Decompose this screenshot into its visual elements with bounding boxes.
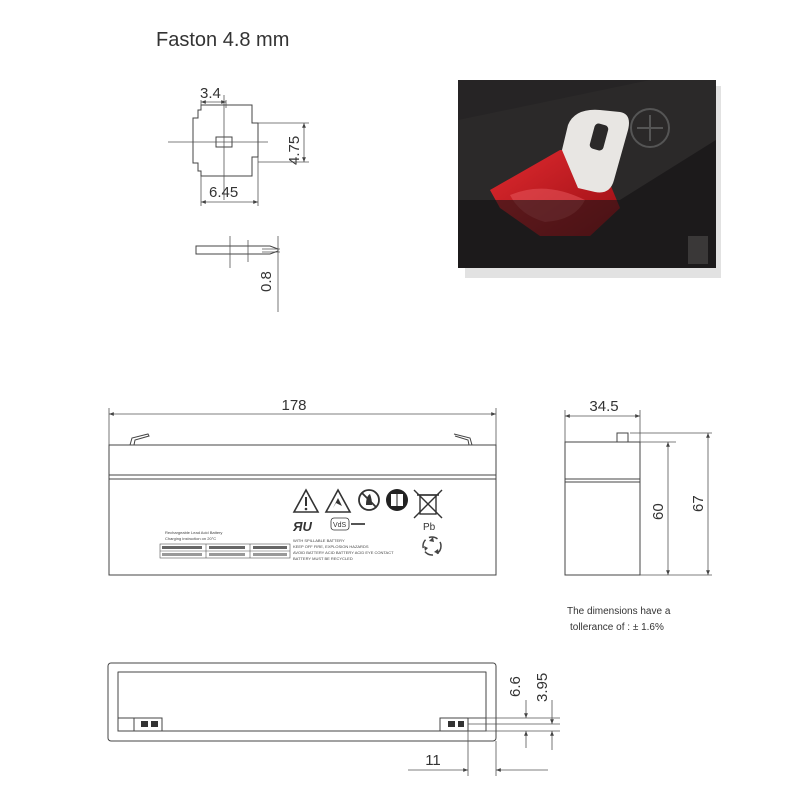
vds-icon <box>331 518 365 530</box>
ul-recognized-icon <box>292 519 312 534</box>
recycling-icon <box>423 537 441 555</box>
dim-width: 34.5 <box>589 398 619 415</box>
svg-text:BATTERY MUST BE RECYCLED: BATTERY MUST BE RECYCLED <box>293 556 353 561</box>
dim-terminal-thickness: 0.8 <box>258 271 275 292</box>
svg-text:Charging instruction on 20°C: Charging instruction on 20°C <box>165 536 217 541</box>
battery-side-view <box>565 398 712 575</box>
explosion-warning-icon <box>326 490 350 512</box>
battery-top-view <box>108 663 560 776</box>
read-manual-icon <box>386 489 408 511</box>
dim-terminal-edge: 11 <box>425 752 441 769</box>
drawing-title: Faston 4.8 mm <box>156 29 290 51</box>
svg-text:WITH SPILLABLE BATTERY: WITH SPILLABLE BATTERY <box>293 538 345 543</box>
svg-text:AVOID BATTERY ACID BATTERY ACI: AVOID BATTERY ACID BATTERY ACID EYE CONTACT <box>293 550 394 555</box>
svg-text:KEEP OFF FIRE, EXPLOSION HAZAR: KEEP OFF FIRE, EXPLOSION HAZARDS <box>293 544 369 549</box>
dim-length: 178 <box>281 397 307 414</box>
svg-text:Rechargeable Lead Acid Battery: Rechargeable Lead Acid Battery <box>165 530 223 535</box>
dim-terminal-height: 4.75 <box>286 135 303 165</box>
svg-text:Pb: Pb <box>423 522 436 533</box>
top-outline <box>108 663 496 741</box>
dim-terminal-offset-a: 6.6 <box>507 676 524 697</box>
battery-front-view <box>109 397 496 575</box>
dim-total-height: 67 <box>690 495 707 512</box>
terminal-photo <box>458 80 721 278</box>
faston-terminal-detail <box>168 85 309 206</box>
svg-text:VdS: VdS <box>333 522 347 529</box>
tolerance-note-line2: tollerance of : ± 1.6% <box>570 622 664 633</box>
battery-lid <box>109 445 496 475</box>
dim-case-height: 60 <box>650 503 667 520</box>
side-case <box>565 442 640 575</box>
recycle-bin-crossed-icon <box>414 490 442 533</box>
tolerance-note-line1: The dimensions have a <box>567 606 671 617</box>
dim-terminal-offset-b: 3.95 <box>534 672 551 702</box>
dim-terminal-width: 3.4 <box>200 85 221 102</box>
no-flame-icon <box>359 490 379 510</box>
svg-text:ЯU: ЯU <box>293 519 312 534</box>
faston-terminal-side <box>196 236 280 312</box>
dim-terminal-length: 6.45 <box>209 184 239 201</box>
warning-triangle-icon <box>294 490 318 512</box>
